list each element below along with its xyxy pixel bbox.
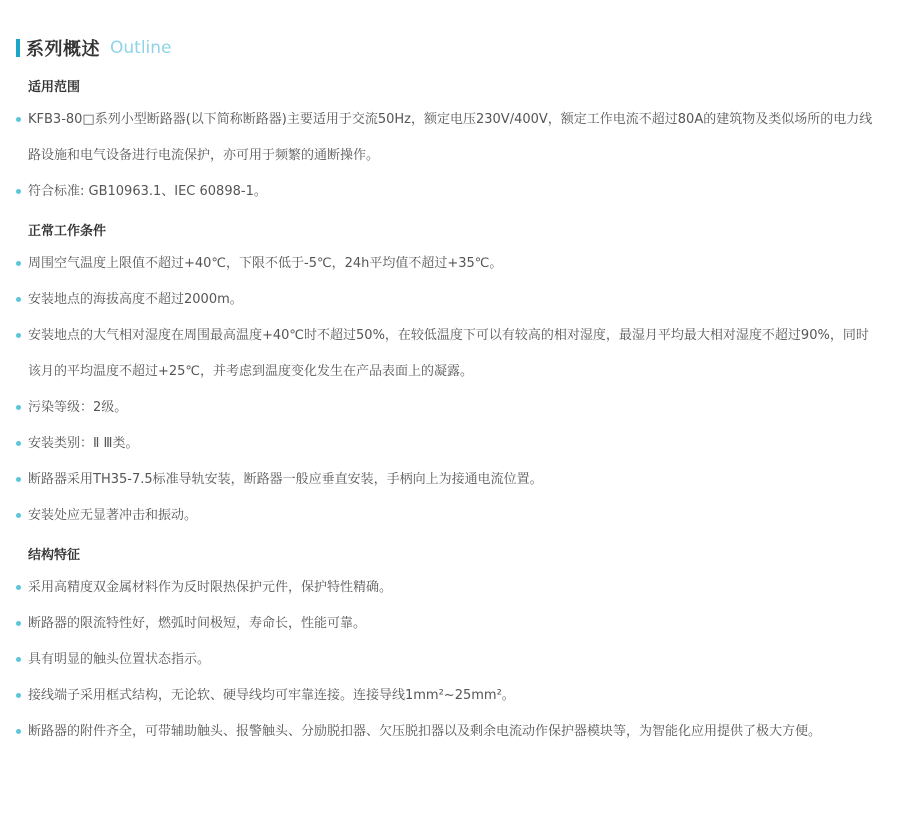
bullet-dot-icon <box>16 117 21 122</box>
list-item-text: 安装地点的大气相对湿度在周围最高温度+40℃时不超过50%，在较低温度下可以有较高的相对湿度，最湿月平均最大相对湿度不超过90%，同时该月的平均温度不超过+25℃，并考虑到温度变化发生在产品表面上的凝露。 <box>28 328 869 379</box>
list-item-text: 周围空气温度上限值不超过+40℃，下限不低于-5℃，24h平均值不超过+35℃。 <box>28 256 503 271</box>
section-header <box>16 38 172 58</box>
list-item-text: 断路器的限流特性好，燃弧时间极短，寿命长，性能可靠。 <box>28 616 367 631</box>
bullet-dot-icon <box>16 585 21 590</box>
list-item <box>16 318 876 390</box>
list-item <box>16 102 876 174</box>
list-item-text: 断路器的附件齐全，可带辅助触头、报警触头、分励脱扣器、欠压脱扣器以及剩余电流动作保护器模块等，为智能化应用提供了极大方便。 <box>28 724 822 739</box>
list-item <box>16 282 876 318</box>
list-item <box>16 714 876 750</box>
bullet-dot-icon <box>16 729 21 734</box>
list-item <box>16 498 876 534</box>
list-item <box>16 642 876 678</box>
bullet-dot-icon <box>16 477 21 482</box>
subhead-features: 结构特征 <box>28 548 81 563</box>
bullet-dot-icon <box>16 657 21 662</box>
list-item <box>16 390 876 426</box>
bullet-dot-icon <box>16 261 21 266</box>
subhead-scope: 适用范围 <box>28 80 81 95</box>
list-item-text: 安装处应无显著冲击和振动。 <box>28 508 198 523</box>
bullet-dot-icon <box>16 333 21 338</box>
list-item-text: 采用高精度双金属材料作为反时限热保护元件，保护特性精确。 <box>28 580 393 595</box>
accent-bar <box>16 39 20 57</box>
list-item-text: 具有明显的触头位置状态指示。 <box>28 652 211 667</box>
list-item <box>16 570 876 606</box>
list-item-text: 污染等级：2级。 <box>28 400 128 415</box>
list-item-text: 安装地点的海拔高度不超过2000m。 <box>28 292 243 307</box>
bullet-dot-icon <box>16 693 21 698</box>
list-item <box>16 606 876 642</box>
subhead-conditions: 正常工作条件 <box>28 224 107 239</box>
bullet-dot-icon <box>16 405 21 410</box>
bullet-dot-icon <box>16 189 21 194</box>
list-item-text: 断路器采用TH35-7.5标准导轨安装，断路器一般应垂直安装，手柄向上为接通电流位置。 <box>28 472 543 487</box>
bullet-dot-icon <box>16 621 21 626</box>
list-item-text: 安装类别：Ⅱ Ⅲ类。 <box>28 436 139 451</box>
list-item <box>16 246 876 282</box>
list-item <box>16 174 876 210</box>
list-item-text: 接线端子采用框式结构，无论软、硬导线均可牢靠连接。连接导线1mm²~25mm²。 <box>28 688 515 703</box>
list-item-text: 符合标准: GB10963.1、IEC 60898-1。 <box>28 184 267 199</box>
list-item-text: KFB3-80□系列小型断路器(以下简称断路器)主要适用于交流50Hz，额定电压230V/400V，额定工作电流不超过80A的建筑物及类似场所的电力线路设施和电气设备进行电流保护，亦可用于频繁的通断操作。 <box>28 112 873 163</box>
bullet-dot-icon <box>16 441 21 446</box>
bullet-dot-icon <box>16 513 21 518</box>
list-item <box>16 426 876 462</box>
list-item <box>16 678 876 714</box>
section-subtitle: Outline <box>110 38 172 58</box>
section-title: 系列概述 <box>26 39 100 60</box>
bullet-dot-icon <box>16 297 21 302</box>
list-item <box>16 462 876 498</box>
